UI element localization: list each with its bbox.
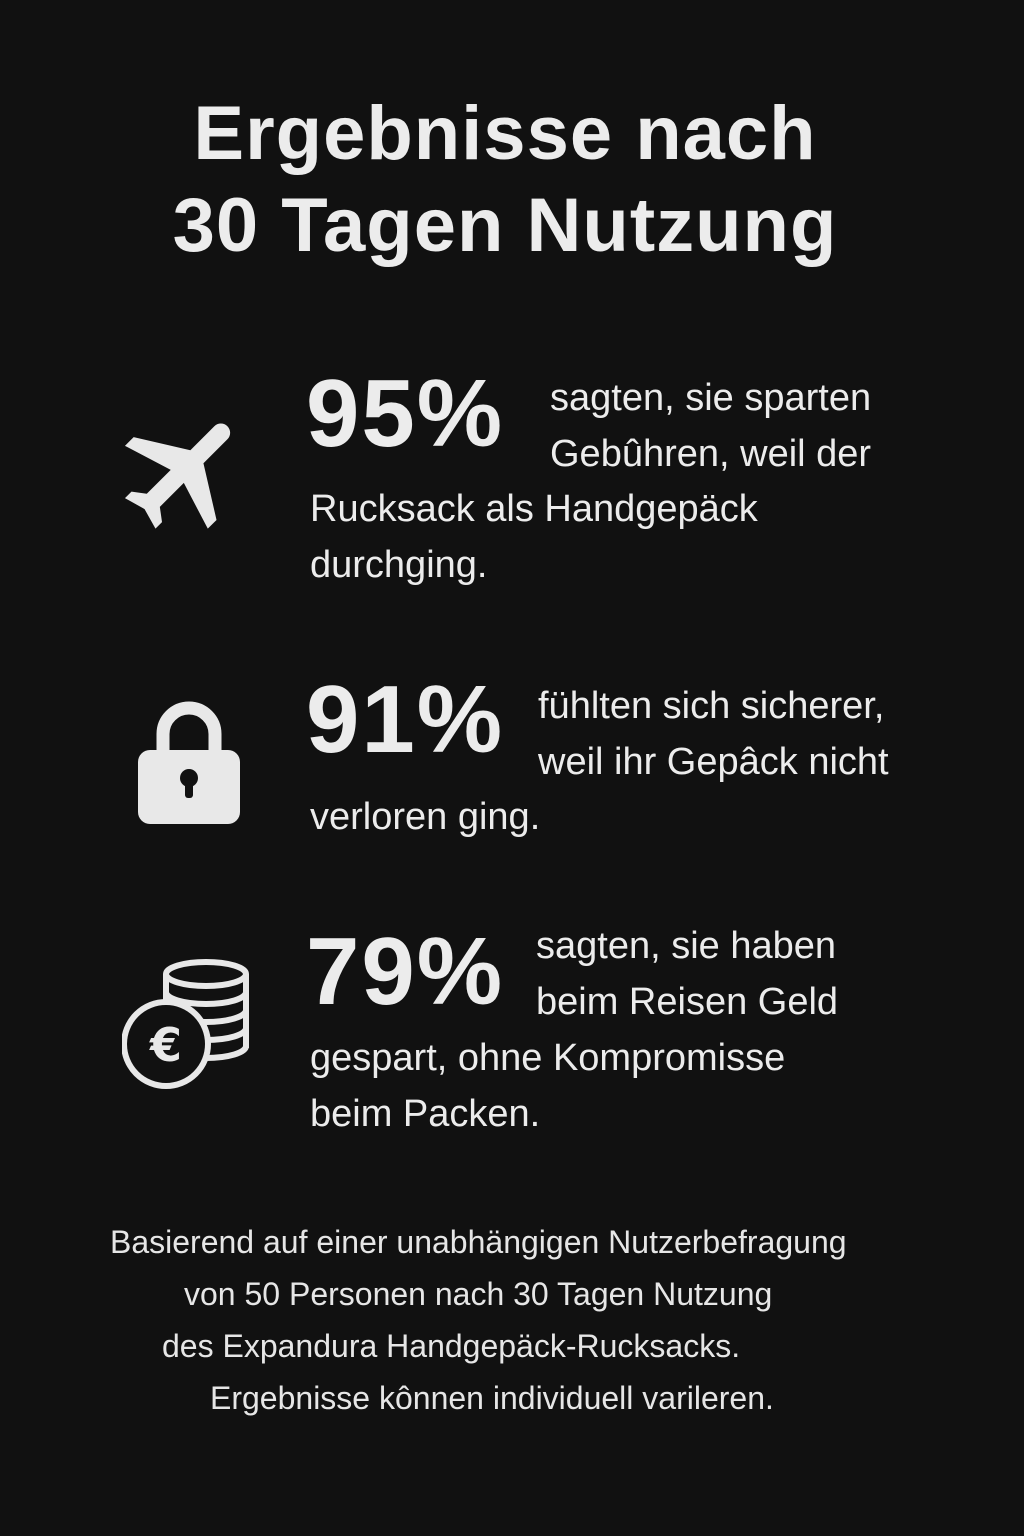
stat-percent: 91% <box>306 666 505 773</box>
title-line-1: Ergebnisse nach <box>193 91 817 176</box>
footnote-line: des Expandura Handgepäck-Rucksacks. <box>162 1328 741 1364</box>
stat-percent: 95% <box>306 360 505 467</box>
airplane-icon <box>112 398 260 546</box>
stat-text-line: durchging. <box>310 544 488 586</box>
footnote-line: Basierend auf einer unabhängigen Nutzerbefragung <box>110 1224 847 1260</box>
stat-text-line: Gebûhren, weil der <box>550 433 872 475</box>
footnote-line: von 50 Personen nach 30 Tagen Nutzung <box>184 1276 773 1312</box>
lock-icon <box>136 692 242 826</box>
page-title <box>0 88 1010 272</box>
stat-percent: 79% <box>306 918 505 1025</box>
stat-text-line: fühlten sich sicherer, <box>538 685 885 727</box>
stat-text-line: sagten, sie haben <box>536 925 837 967</box>
stat-text-line: sagten, sie sparten <box>550 377 872 419</box>
stat-text-line: weil ihr Gepâck nicht <box>538 741 889 783</box>
euro-coins-icon <box>122 956 254 1092</box>
stat-text-line: beim Packen. <box>310 1093 541 1135</box>
svg-text:€: € <box>149 1018 183 1072</box>
stat-text-line: gespart, ohne Kompromisse <box>310 1037 786 1079</box>
title-line-2: 30 Tagen Nutzung <box>172 183 838 268</box>
stat-text-line: Rucksack als Handgepäck <box>310 488 758 530</box>
stat-text-line: beim Reisen Geld <box>536 981 839 1023</box>
stat-text-line: verloren ging. <box>310 796 541 838</box>
footnote-line: Ergebnisse kônnen individuell varileren. <box>210 1380 774 1416</box>
